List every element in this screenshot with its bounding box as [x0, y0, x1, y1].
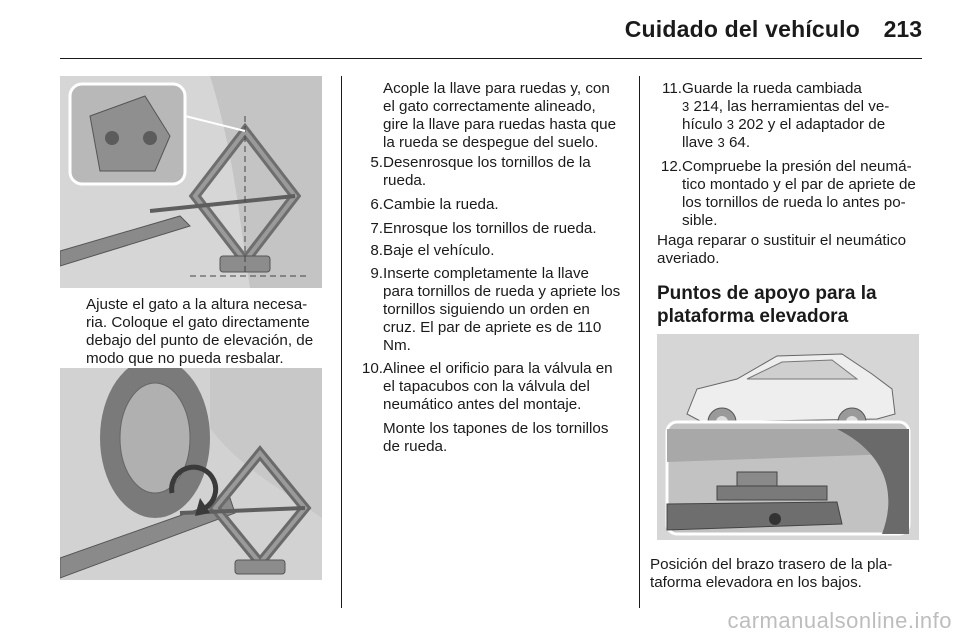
reference-arrow-icon: 3 [682, 99, 690, 114]
page-reference-link[interactable]: 214, las herramientas del ve- [693, 98, 890, 115]
step-text: Desenrosque los tornillos de la rueda. [383, 154, 591, 189]
step-11 [642, 80, 927, 152]
step-11-line-2 [682, 98, 922, 116]
step-6 [343, 196, 628, 216]
reference-arrow-icon: 3 [726, 117, 734, 132]
step-text: Baje el vehículo. [383, 242, 495, 259]
step-text [682, 80, 922, 152]
jack-crank-illustration [60, 368, 322, 580]
step-text: Inserte completamente la llave para tornillos de rueda y apriete los tornillos siguiendo un orden en cruz. El par de apriete es de 110 Nm. [383, 265, 621, 354]
jack-caption: Ajuste el gato a la altura necesa-ria. Coloque el gato directamente debajo del punto de elevación, de modo que no pueda resbalar. [86, 296, 314, 367]
section-heading: Puntos de apoyo para la plataforma elevadora [657, 283, 877, 327]
repair-note: Haga reparar o sustituir el neumático averiado. [657, 232, 907, 267]
step-10-note: Monte los tapones de los tornillos de rueda. [383, 420, 609, 455]
page-reference-link[interactable]: 202 y el adaptador de [738, 116, 886, 133]
step-number: 5. [370, 154, 383, 171]
page-reference-link[interactable]: 64. [728, 134, 751, 151]
step-number: 11. [662, 80, 682, 97]
column-divider-left [341, 76, 342, 608]
step-11-line-3: hículo 3 202 y el adaptador de [682, 116, 886, 133]
watermark: carmanualsonline.info [727, 608, 952, 633]
step-number: 9. [370, 265, 383, 282]
step-11-line-1: Guarde la rueda cambiada [682, 80, 862, 97]
step-text: Alinee el orificio para la válvula en el tapacubos con la válvula del neumático antes del montaje. [383, 360, 613, 413]
step-text: Cambie la rueda. [383, 196, 499, 213]
step-11-line-4: llave 3 64. [682, 134, 751, 151]
step-text: Compruebe la presión del neumá-tico montado y el par de apriete de los tornillos de rueda lo antes po-sible. [682, 158, 916, 229]
step-number: 7. [370, 220, 383, 237]
step-number: 10. [361, 360, 383, 377]
column-divider-right [639, 76, 640, 608]
step-5 [343, 154, 628, 194]
header-rule [60, 58, 922, 59]
jack-crank-figure [60, 368, 322, 580]
jack-lift-point-figure [60, 76, 322, 288]
step-number: 8. [370, 242, 383, 259]
page-number: 213 [883, 16, 922, 42]
step-12 [642, 158, 927, 234]
lift-platform-caption: Posición del brazo trasero de la pla-taforma elevadora en los bajos. [650, 556, 893, 591]
step-7 [343, 220, 628, 240]
step-number: 12. [660, 158, 682, 175]
jack-lift-point-illustration [60, 76, 322, 288]
lift-platform-illustration [657, 334, 919, 540]
reference-arrow-icon: 3 [717, 135, 725, 150]
step-number: 6. [370, 196, 383, 213]
lift-platform-figure [657, 334, 919, 540]
step-9 [343, 265, 628, 354]
step-10 [343, 360, 628, 420]
step-text: Enrosque los tornillos de rueda. [383, 220, 597, 237]
step-8 [343, 242, 628, 262]
header-title: Cuidado del vehículo [624, 16, 860, 42]
wrench-instruction: Acople la llave para ruedas y, con el gato correctamente alineado, gire la llave para ruedas hasta que la rueda se despegue del suelo. [383, 80, 617, 151]
